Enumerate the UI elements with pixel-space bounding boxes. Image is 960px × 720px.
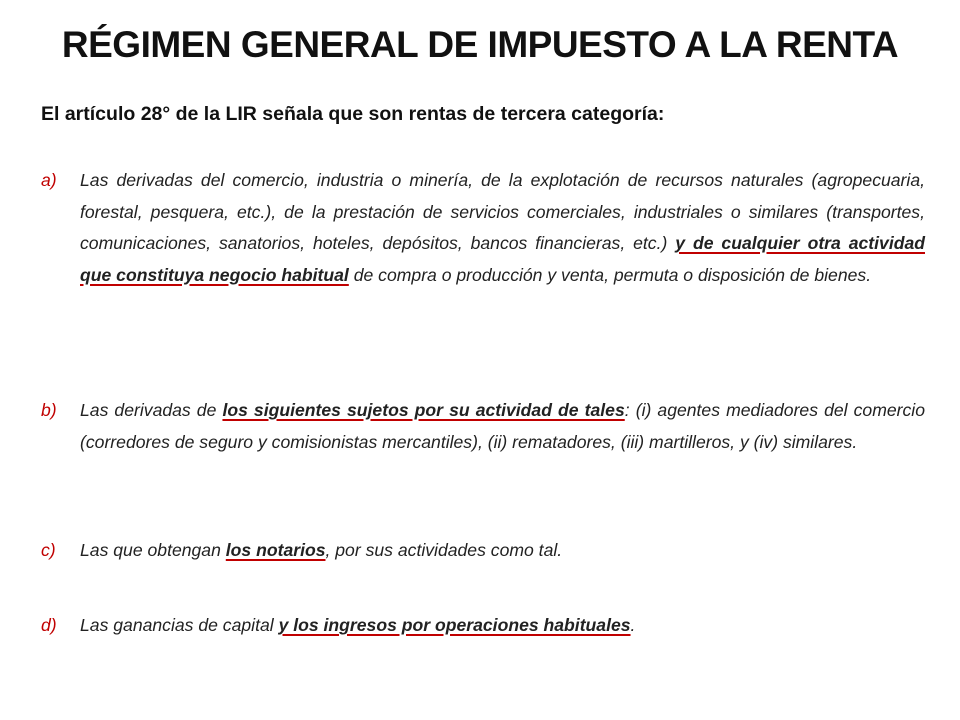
text-plain: de compra o producción y venta, permuta o disposición de bienes. [348, 264, 872, 285]
list-item-c [41, 535, 925, 567]
list-marker: c) [41, 540, 56, 560]
text-emphasis: y de cualquier otra actividad que constituya negocio habitual [80, 233, 925, 285]
text-emphasis: y los ingresos por operaciones habituales [278, 615, 631, 635]
list-item-text [80, 610, 925, 642]
text-emphasis: los notarios [225, 540, 326, 560]
text-plain: Las derivadas de [80, 400, 223, 420]
list-marker: b) [41, 400, 57, 420]
list-item-text [80, 165, 925, 291]
page-title: RÉGIMEN GENERAL DE IMPUESTO A LA RENTA [61, 24, 899, 65]
subtitle: El artículo 28° de la LIR señala que son rentas de tercera categoría: [41, 103, 665, 125]
list-marker: d) [41, 615, 57, 635]
text-plain: Las derivadas del comercio, industria o minería, de la explotación de recursos naturales (agropecuaria, forestal, pesquera, etc.), de la prestación de servicios comerciales, industriales o similares (transportes, comunicaciones, sanatorios, hoteles, depósitos, bancos financieras, etc.) [80, 170, 925, 253]
list-marker: a) [41, 170, 57, 190]
list-item-d [41, 610, 925, 642]
list-item-b [41, 395, 925, 458]
text-plain: Las ganancias de capital [80, 615, 279, 635]
text-emphasis: los siguientes sujetos por su actividad de tales [222, 400, 625, 420]
list-item-text [80, 395, 925, 458]
text-plain: : (i) agentes mediadores del comercio (corredores de seguro y comisionistas mercantiles), (ii) rematadores, (iii) martilleros, y (iv) similares. [80, 400, 926, 452]
text-plain: Las que obtengan [80, 540, 226, 560]
list-item-a [41, 165, 925, 291]
list-item-text [80, 535, 925, 567]
text-plain: . [630, 615, 636, 635]
text-plain: , por sus actividades como tal. [325, 540, 563, 560]
